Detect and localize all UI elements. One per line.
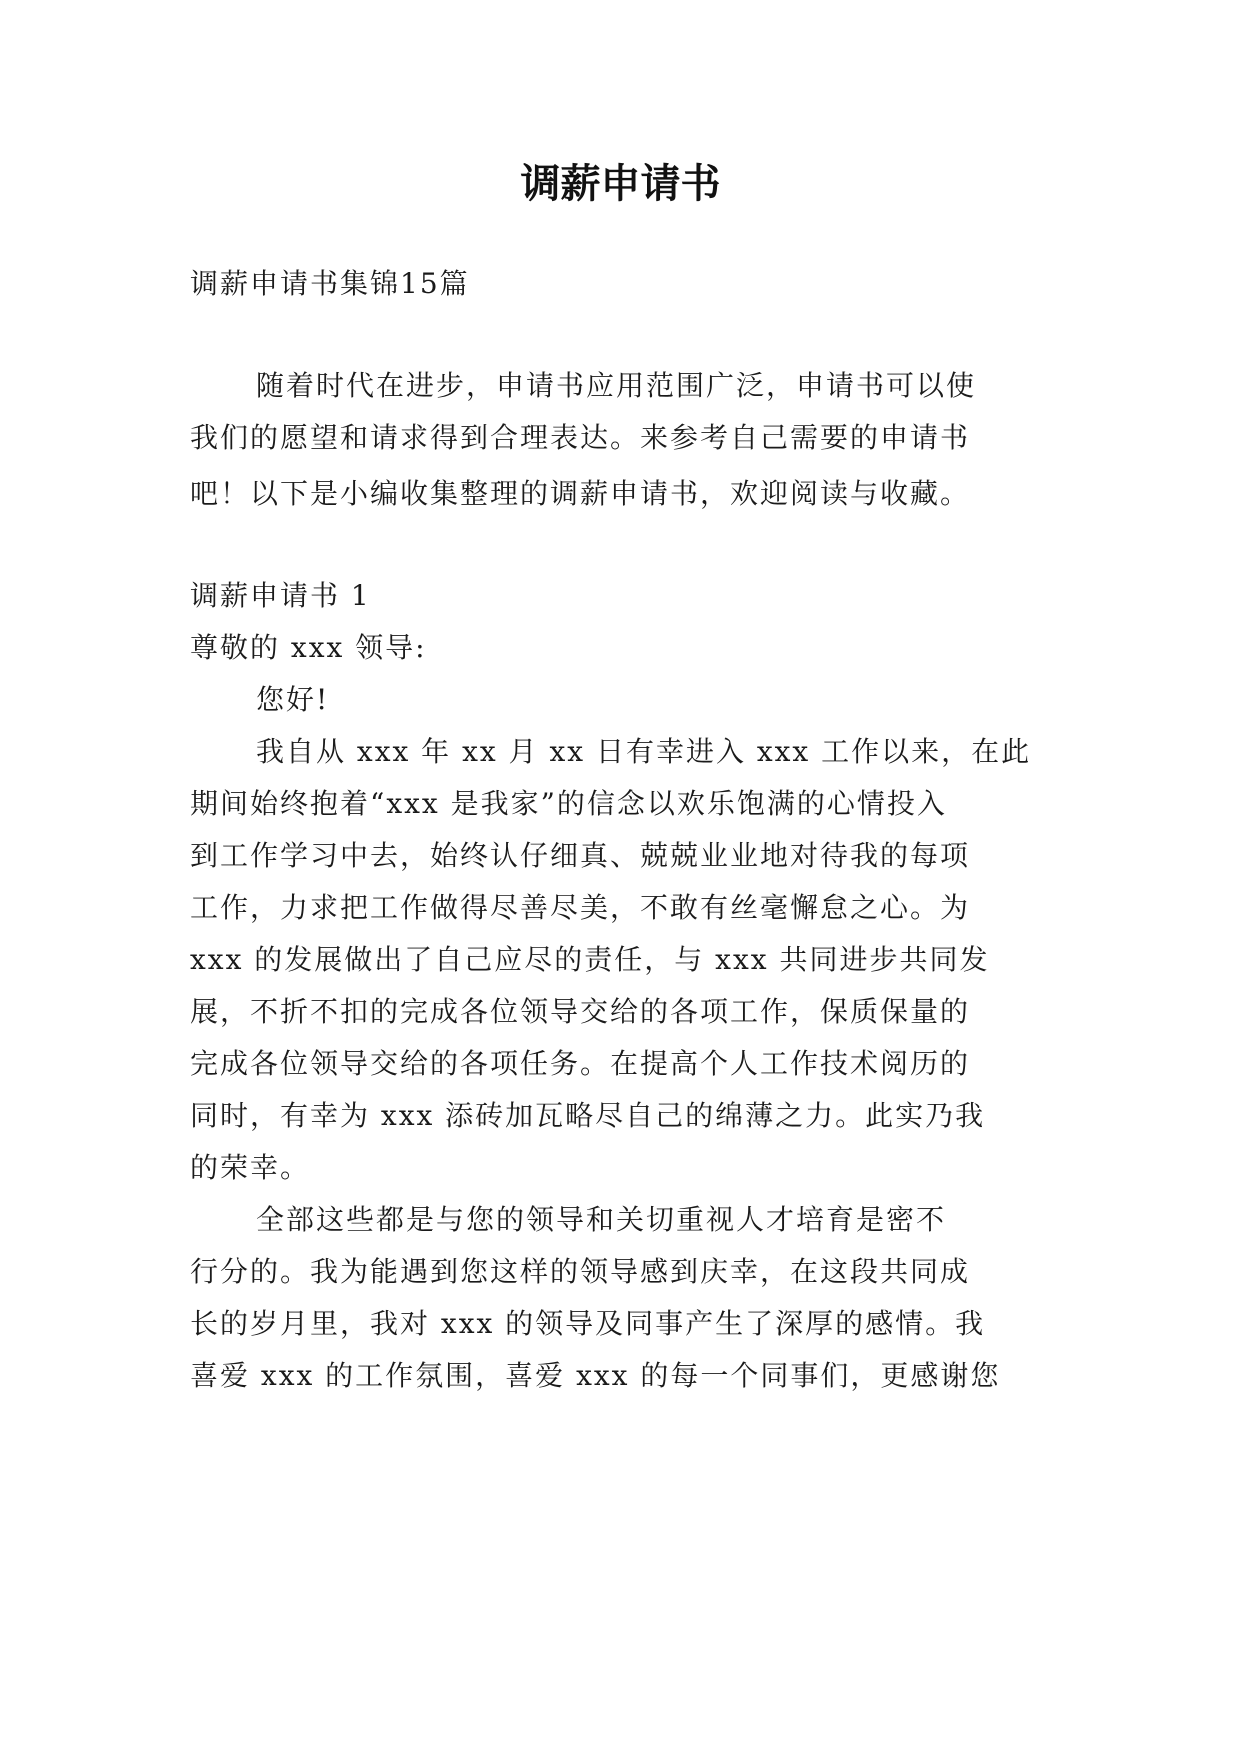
document-title: 调薪申请书 — [520, 161, 721, 207]
paragraph-line: 期间始终抱着“xxx 是我家”的信念以欢乐饱满的心情投入 — [190, 787, 947, 820]
paragraph-line: 工作，力求把工作做得尽善尽美，不敢有丝毫懈怠之心。为 — [190, 891, 971, 924]
paragraph-line: 的荣幸。 — [190, 1151, 311, 1184]
intro-line: 随着时代在进步，申请书应用范围广泛，申请书可以使 — [256, 369, 977, 402]
paragraph-line: 长的岁月里，我对 xxx 的领导及同事产生了深厚的感情。我 — [190, 1307, 986, 1340]
intro-line: 吧！以下是小编收集整理的调薪申请书，欢迎阅读与收藏。 — [190, 477, 971, 510]
paragraph-line: 展，不折不扣的完成各位领导交给的各项工作，保质保量的 — [190, 995, 971, 1028]
paragraph-line: 到工作学习中去，始终认仔细真、兢兢业业地对待我的每项 — [190, 839, 971, 872]
paragraph-line: 喜爱 xxx 的工作氛围，喜爱 xxx 的每一个同事们，更感谢您 — [190, 1359, 1001, 1392]
document-subtitle: 调薪申请书集锦15篇 — [190, 267, 470, 300]
paragraph-line: 我自从 xxx 年 xx 月 xx 日有幸进入 xxx 工作以来，在此 — [256, 735, 1032, 768]
salutation: 尊敬的 xxx 领导: — [190, 631, 427, 664]
paragraph-line: 全部这些都是与您的领导和关切重视人才培育是密不 — [256, 1203, 947, 1236]
intro-line: 我们的愿望和请求得到合理表达。来参考自己需要的申请书 — [190, 421, 971, 454]
paragraph-line: 同时，有幸为 xxx 添砖加瓦略尽自己的绵薄之力。此实乃我 — [190, 1099, 986, 1132]
paragraph-line: 完成各位领导交给的各项任务。在提高个人工作技术阅历的 — [190, 1047, 971, 1080]
paragraph-line: xxx 的发展做出了自己应尽的责任，与 xxx 共同进步共同发 — [190, 943, 990, 976]
paragraph-line: 行分的。我为能遇到您这样的领导感到庆幸，在这段共同成 — [190, 1255, 971, 1288]
greeting: 您好! — [256, 683, 330, 716]
section-heading: 调薪申请书 1 — [190, 579, 371, 612]
